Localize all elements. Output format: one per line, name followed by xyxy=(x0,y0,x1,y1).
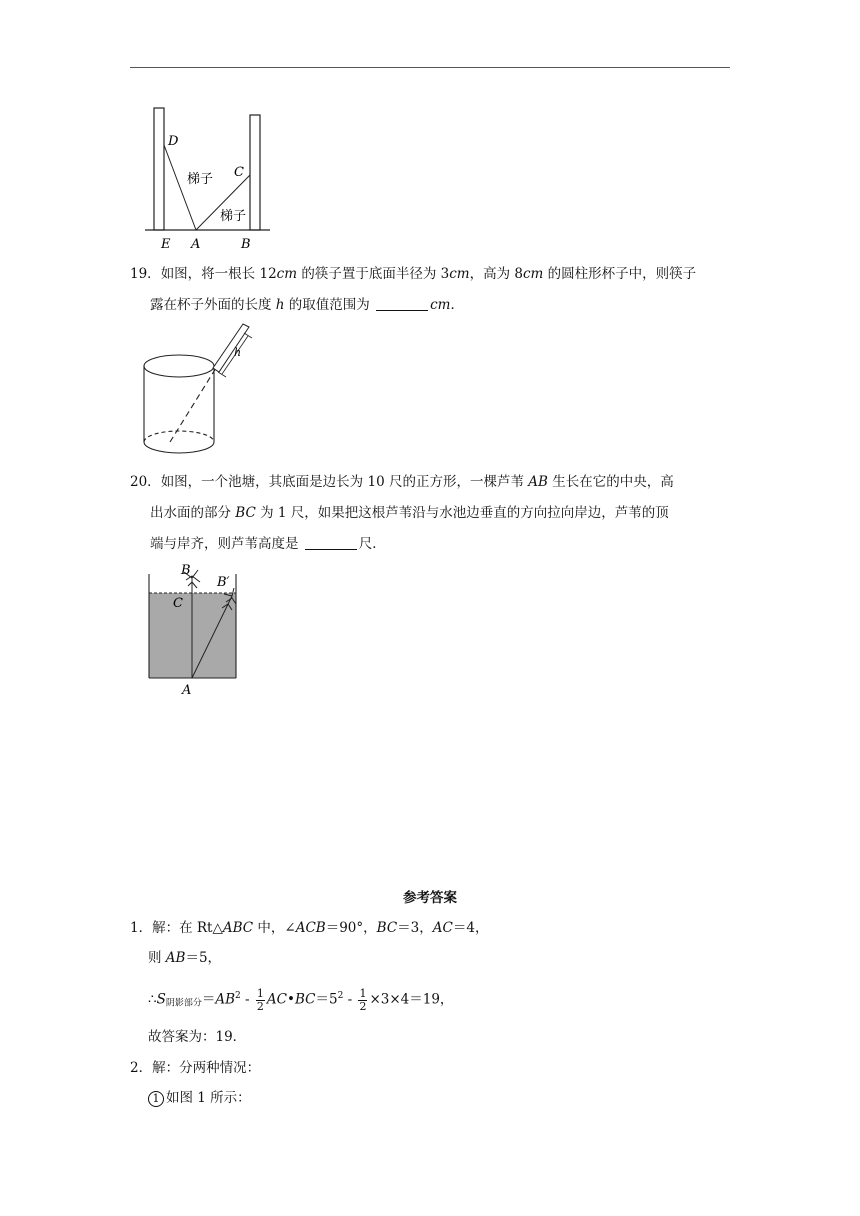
cup-figure xyxy=(140,318,260,458)
q20-answer-blank[interactable] xyxy=(305,535,357,550)
fraction-half-1 xyxy=(256,988,265,1013)
a1-conclusion: 故答案为：19． xyxy=(148,1029,247,1045)
superscript-2: 2 xyxy=(235,991,241,1001)
h-dim-tick-1 xyxy=(218,372,226,377)
q19-text-b: 的筷子置于底面半径为 3 xyxy=(297,266,450,282)
a1-line-1 xyxy=(130,918,488,938)
label-a: A xyxy=(191,237,201,252)
q20-var-bc: BC xyxy=(235,505,256,521)
q20-text-a: 如图，一个池塘，其底面是边长为 10 尺的正方形，一棵芦苇 xyxy=(160,474,529,490)
var-ac-bc: AC•BC xyxy=(266,991,316,1008)
q20-line-3 xyxy=(150,534,386,554)
frac-num-2: 1 xyxy=(359,986,367,1000)
fraction-half-2 xyxy=(358,988,367,1013)
minus-1: - xyxy=(240,991,254,1008)
a1-var-ac: AC xyxy=(432,920,453,936)
therefore-symbol: ∴ xyxy=(148,991,157,1008)
a2-case-1: 如图 1 所示： xyxy=(166,1090,251,1106)
left-wall xyxy=(154,108,164,230)
right-wall xyxy=(250,115,260,230)
q19-unit-1: cm xyxy=(276,266,298,282)
q19-line-2 xyxy=(150,295,464,315)
q19-text-e: 露在杯子外面的长度 xyxy=(150,297,276,313)
q19-number: 19． xyxy=(130,266,161,282)
q19-text-f: 的取值范围为 xyxy=(284,297,375,313)
q20-text-d: 为 1 尺，如果把这根芦苇沿与水池边垂直的方向拉向岸边，芦苇的顶 xyxy=(255,505,669,521)
q20-number: 20． xyxy=(130,474,161,490)
q20-line-2 xyxy=(150,503,669,523)
a1-text-g: ＝5， xyxy=(185,950,222,966)
label-d: D xyxy=(168,134,179,149)
a1-line-3 xyxy=(148,982,453,1018)
cup-bottom-front xyxy=(144,442,214,453)
superscript-2b: 2 xyxy=(337,991,344,1001)
chopstick-outside xyxy=(213,324,249,372)
a1-var-bc: BC xyxy=(376,920,398,936)
ladder-line-ad xyxy=(164,145,196,230)
q19-unit-2: cm xyxy=(449,266,470,282)
label-h: h xyxy=(234,346,242,359)
a1-tail: ×3×4＝19， xyxy=(369,991,454,1008)
q19-text-end: ． xyxy=(450,297,464,313)
q20-var-ab: AB xyxy=(528,474,548,490)
equals-2: ＝5 xyxy=(315,991,338,1008)
a1-text-e: ＝4， xyxy=(452,920,489,936)
answers-heading: 参考答案 xyxy=(403,890,457,906)
q20-text-end: 尺． xyxy=(358,536,386,552)
a1-text-b: 中，∠ xyxy=(253,920,296,936)
cup-top-ellipse xyxy=(144,355,214,377)
q19-answer-blank[interactable] xyxy=(376,296,428,311)
circled-number-1: 1 xyxy=(148,1091,164,1107)
q20-line-1 xyxy=(130,472,674,492)
cup-bottom-back xyxy=(144,431,214,442)
subscript-shaded: 阴影部分 xyxy=(165,998,202,1009)
q19-line-1 xyxy=(130,264,696,284)
minus-2: - xyxy=(343,991,357,1008)
a2-line-2 xyxy=(148,1088,251,1108)
frac-den: 2 xyxy=(256,999,264,1013)
a1-text-c: ＝90°， xyxy=(325,920,377,936)
frac-num: 1 xyxy=(256,986,264,1000)
label-c: C xyxy=(173,596,183,611)
q20-text-b: 生长在它的中央，高 xyxy=(547,474,674,490)
chopstick-inside xyxy=(170,368,216,442)
q19-text-a: 如图，将一根长 12 xyxy=(160,266,277,282)
frac-den-2: 2 xyxy=(359,999,367,1013)
q19-unit-4: cm xyxy=(430,297,451,313)
var-s: S xyxy=(156,991,166,1008)
a2-intro: 2．解：分两种情况： xyxy=(130,1060,261,1076)
label-ladder-2: 梯子 xyxy=(220,209,247,224)
a1-var-ab: AB xyxy=(165,950,186,966)
a1-line-4 xyxy=(148,1027,246,1047)
label-b: B xyxy=(181,563,191,578)
ladder-figure xyxy=(140,100,275,255)
h-dim-tick-2 xyxy=(244,333,252,338)
a1-text-a: 1．解：在 Rt△ xyxy=(130,920,223,936)
pond-figure xyxy=(140,558,250,698)
a1-var-acb: ACB xyxy=(295,920,326,936)
label-ladder-1: 梯子 xyxy=(187,172,214,187)
var-ab: AB xyxy=(215,991,236,1008)
label-a: A xyxy=(182,683,192,698)
a2-line-1 xyxy=(130,1058,260,1078)
q19-text-c: ，高为 8 xyxy=(469,266,523,282)
a1-var-abc: ABC xyxy=(222,920,254,936)
q19-var-h: h xyxy=(275,297,285,313)
label-b-prime: B′ xyxy=(217,575,230,590)
label-c: C xyxy=(234,165,244,180)
equals-1: ＝ xyxy=(201,991,216,1008)
q19-unit-3: cm xyxy=(522,266,544,282)
q19-text-d: 的圆柱形杯子中，则筷子 xyxy=(543,266,697,282)
label-e: E xyxy=(161,237,171,252)
a1-text-d: ＝3， xyxy=(397,920,433,936)
a1-line-2 xyxy=(148,948,221,968)
q20-text-c: 出水面的部分 xyxy=(150,505,236,521)
header-rule xyxy=(130,67,730,68)
q20-text-e: 端与岸齐，则芦苇高度是 xyxy=(150,536,303,552)
a1-text-f: 则 xyxy=(148,950,166,966)
label-b: B xyxy=(241,237,251,252)
